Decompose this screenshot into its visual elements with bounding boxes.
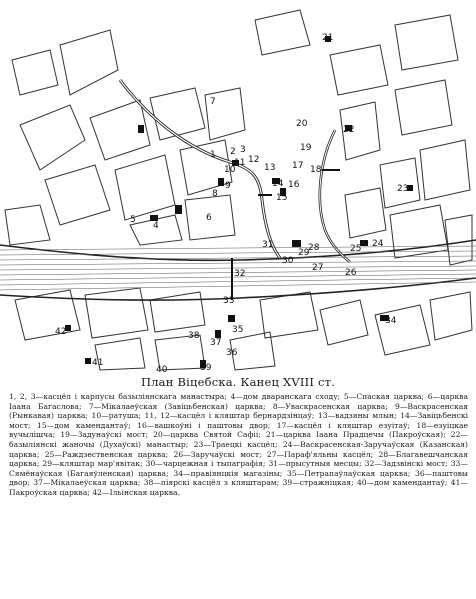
map-label-15: 15 (276, 193, 288, 203)
legend-entry: 22—базыліянскі жаночы (Духаўскі) манастыр; (9, 430, 468, 449)
legend-entry: 31—прысутныя месцы; (268, 459, 362, 469)
map-label-34: 34 (385, 316, 397, 326)
map-label-41: 41 (92, 358, 104, 368)
map-label-36: 36 (226, 348, 238, 358)
map-label-7: 7 (210, 97, 216, 107)
legend-entry: 41—Пакроўская царква; (9, 478, 468, 497)
legend-entry: 37—Мікалаеўская царква; (33, 478, 141, 488)
legend-entry: 13—вадзяны млын; (317, 411, 397, 421)
legend-entry: 1, 2, 3—касцёл і карпусы базыліянскага манастыра; (9, 392, 227, 401)
map-label-28: 28 (308, 243, 320, 253)
map-label-9: 9 (225, 181, 231, 191)
legend-entry: 30—чарцежная і тыпаграфія; (145, 459, 266, 469)
map-label-18: 18 (310, 165, 322, 175)
legend-entry: 10—ратуша; (91, 411, 141, 421)
legend-entry: 23—Траецкі касцёл; (193, 439, 278, 449)
legend-entry: 27—Параф'яльны касцёл; (266, 449, 374, 459)
legend-entry: 34—правіянцкія магазіны; (173, 468, 283, 478)
legend-entry: 38—піярскі касцёл з кляштарам; (143, 478, 280, 488)
map-label-38: 38 (188, 331, 200, 341)
legend-entry: 36—паштовы двор; (9, 468, 468, 488)
map-label-21: 21 (322, 33, 334, 43)
map-label-31: 31 (262, 240, 274, 250)
legend-entry: 17—касцёл і кляштар езуітаў; (276, 420, 411, 430)
legend-entry: 32—Задзвінскі мост; (364, 459, 448, 469)
legend-entry: 35—Петрапаўлаўская царква; (287, 468, 411, 478)
map-label-6: 6 (206, 213, 212, 223)
map-label-20: 20 (296, 119, 308, 129)
legend-entry: 19—Задунаўскі мост; (60, 430, 149, 440)
map-label-4: 4 (153, 221, 159, 231)
map-label-3: 3 (240, 145, 246, 155)
legend-entry: 21—царква Іаана Прадцечы (Пакроўская); (265, 430, 446, 440)
legend-entry: 6—царква Іаана Багаслова; (9, 392, 469, 411)
legend-entry: 26—Заручаўскі мост; (173, 449, 262, 459)
map-label-10: 10 (224, 165, 236, 175)
legend-entry: 42—Ільінская царква. (92, 487, 180, 497)
legend (9, 392, 468, 498)
map-label-30: 30 (282, 256, 294, 266)
legend-entry: 18—езуіцкае вучылішча; (9, 420, 468, 440)
legend-entry: 33—Сямёнаўская (Багаяўленская) царква; (9, 459, 468, 478)
map-label-24: 24 (372, 239, 384, 249)
map-label-39: 39 (200, 363, 212, 372)
legend-entry: 15—дом камендантаў; (37, 420, 131, 430)
legend-entry: 16—вашкоўні і паштовы двор; (137, 420, 271, 430)
map-label-5: 5 (130, 215, 136, 225)
map-label-2: 2 (230, 147, 236, 157)
legend-entry: 24—Васкрасенская-Заручаўская (Казанская) царква; (9, 439, 469, 459)
map-label-22: 22 (343, 125, 355, 135)
legend-entry: 11, 12—касцёл і кляштар бернардзінцаў; (144, 411, 315, 421)
map-label-12: 12 (248, 155, 260, 165)
legend-entry: 29—кляштар мар'явітак; (42, 459, 143, 469)
map-label-13: 13 (264, 163, 276, 173)
map-label-8: 8 (212, 189, 218, 199)
legend-entry: 5—Спаская царква; (343, 392, 425, 401)
legend-entry: 40—дом камендантаў; (356, 478, 448, 488)
map-label-19: 19 (300, 143, 312, 153)
map-label-11: 11 (234, 158, 246, 168)
map-label-42: 42 (55, 327, 67, 337)
legend-entry: 14—Завіцьбенскі мост; (9, 411, 468, 430)
legend-entry: 8—Уваскрасенская царква; (272, 401, 388, 411)
legend-entry: 4—дом дваранскага сходу; (230, 392, 341, 401)
map-label-23: 23 (397, 184, 409, 194)
map-label-37: 37 (210, 338, 222, 348)
map-label-17: 17 (292, 161, 304, 171)
map-caption: План Віцебска. Канец XVIII ст. (140, 375, 336, 389)
map-label-40: 40 (156, 365, 168, 372)
map-label-26: 26 (345, 268, 357, 278)
legend-entry: 25—Раждзественская царква; (44, 449, 169, 459)
map-label-27: 27 (312, 263, 324, 273)
legend-entry: 28—Благавешчанская царква; (9, 449, 468, 469)
legend-entry: 20—царква Святой Сафіі; (153, 430, 261, 440)
map-label-16: 16 (288, 180, 300, 190)
legend-entry: 7—Мікалаеўская (Завіцьбенская) царква; (88, 401, 266, 411)
map-label-14: 14 (272, 179, 284, 189)
legend-entry: 9—Васкрасенская (Рынкавая) царква; (9, 401, 469, 421)
map-label-33: 33 (223, 296, 235, 306)
buildings (65, 36, 413, 368)
map-label-35: 35 (232, 325, 244, 335)
map-label-32: 32 (234, 269, 246, 279)
map-label-25: 25 (350, 244, 362, 254)
legend-entry: 39—стражніцкая; (282, 478, 354, 488)
map-label-1: 1 (210, 150, 216, 160)
map-label-29: 29 (298, 248, 310, 258)
